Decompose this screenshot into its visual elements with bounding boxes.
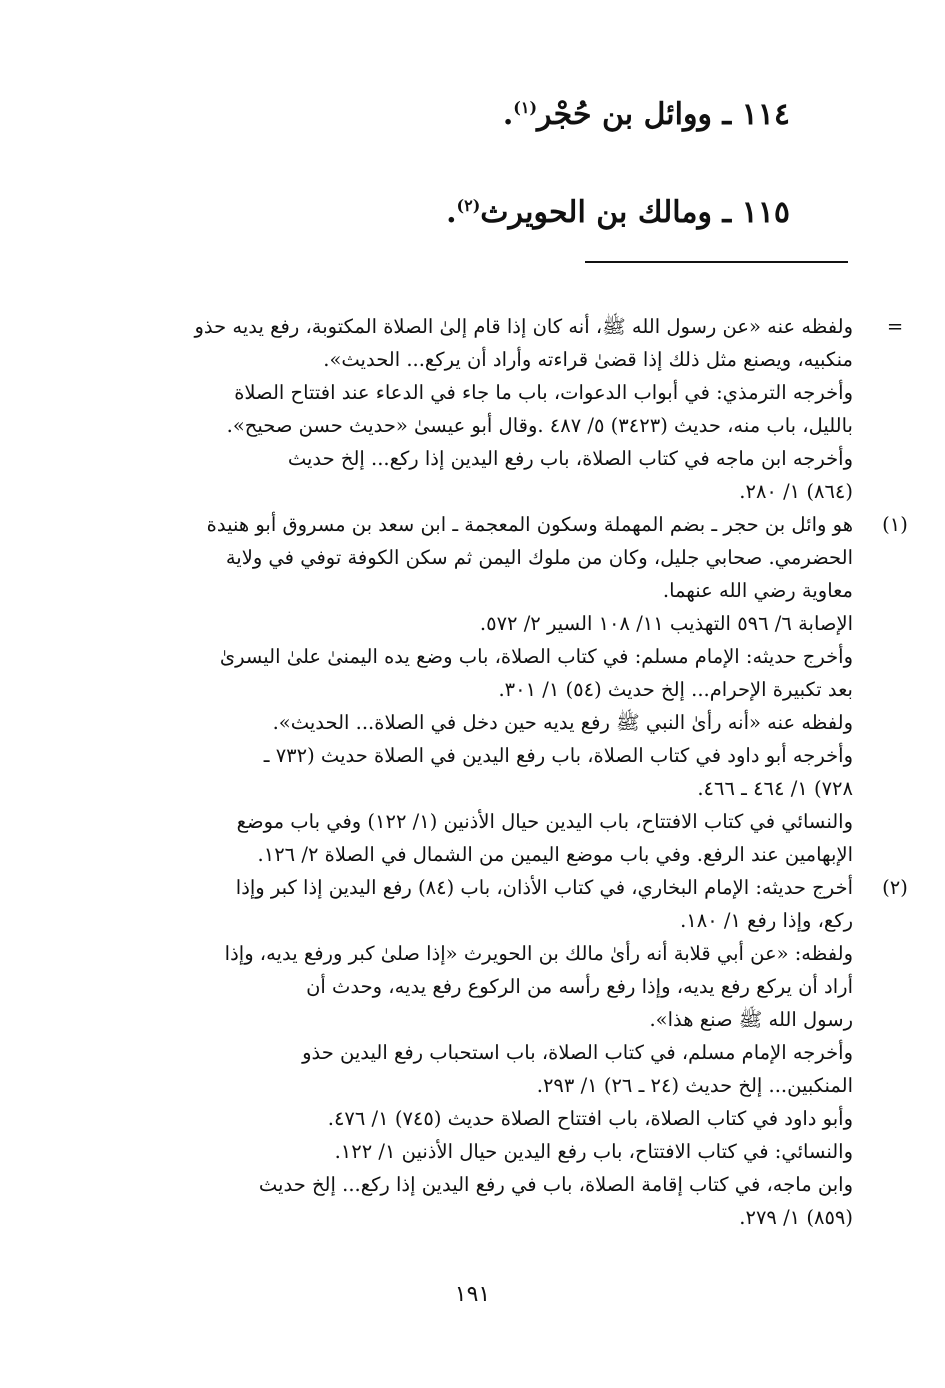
- entry-text: ١١٥ ـ ومالك بن الحويرث: [480, 195, 790, 230]
- footnote-line: وأخرجه الترمذي: في أبواب الدعوات، باب ما جاء في الدعاء عند افتتاح الصلاة: [234, 381, 853, 404]
- footnote-marker: (١): [882, 513, 908, 536]
- footnote-1: [102, 508, 908, 871]
- footnote-line: (٨٦٤) ١/ ٢٨٠.: [739, 480, 853, 503]
- footnote-line: أخرج حديثه: الإمام البخاري، في كتاب الأذان، باب (٨٤) رفع اليدين إذا كبر وإذا: [235, 876, 853, 899]
- footnote-line: ركع، وإذا رفع ١/ ١٨٠.: [680, 909, 853, 932]
- footnote-line: وأبو داود في كتاب الصلاة، باب افتتاح الصلاة حديث (٧٤٥) ١/ ٤٧٦.: [327, 1107, 853, 1130]
- footnote-line: بالليل، باب منه، حديث (٣٤٢٣) ٥/ ٤٨٧ .وقال أبو عيسىٰ «حديث حسن صحيح».: [226, 414, 853, 437]
- continuation-marker: =: [886, 315, 904, 338]
- page-number: ١٩١: [454, 1282, 491, 1307]
- footnote-line: معاوية رضي الله عنهما.: [662, 579, 853, 602]
- footnote-ref: (٢): [456, 196, 481, 215]
- footnotes: [102, 310, 908, 1234]
- footnote-line: أراد أن يركع رفع يديه، وإذا رفع رأسه من الركوع رفع يديه، وحدث أن: [306, 975, 853, 998]
- footnote-line: ولفظه: «عن أبي قلابة أنه رأىٰ مالك بن الحويرث «إذا صلىٰ كبر ورفع يديه، وإذا: [224, 942, 853, 965]
- footnote-line: بعد تكبيرة الإحرام... إلخ حديث (٥٤) ١/ ٣٠١.: [498, 678, 853, 701]
- footnote-line: الحضرمي. صحابي جليل، وكان من ملوك اليمن ثم سكن الكوفة توفي في ولاية: [225, 546, 853, 569]
- footnote-line: الإصابة ٦/ ٥٩٦ التهذيب ١١/ ١٠٨ السير ٢/ ٥٧٢.: [479, 612, 853, 635]
- footnote-line: وأخرجه ابن ماجه في كتاب الصلاة، باب رفع اليدين إذا ركع... إلخ حديث: [287, 447, 853, 470]
- footnote-line: وأخرجه أبو داود في كتاب الصلاة، باب رفع اليدين في الصلاة حديث (٧٣٢ ـ: [263, 744, 853, 767]
- entry-115: [446, 186, 790, 233]
- footnote-2: [102, 871, 908, 1234]
- footnote-line: منكبيه، ويصنع مثل ذلك إذا قضىٰ قراءته وأراد أن يركع... الحديث».: [323, 348, 853, 371]
- footnote-line: هو وائل بن حجر ـ بضم المهملة وسكون المعجمة ـ ابن سعد بن مسروق أبو هنيدة: [206, 513, 853, 536]
- entry-end: .: [502, 97, 514, 132]
- footnote-ref: (١): [513, 98, 538, 117]
- entry-114: [503, 88, 790, 135]
- footnote-line: والنسائي في كتاب الافتتاح، باب اليدين حيال الأذنين (١/ ١٢٢) وفي باب موضع: [236, 810, 853, 833]
- footnote-line: ولفظه عنه «عن رسول الله ﷺ، أنه كان إذا قام إلىٰ الصلاة المكتوبة، رفع يديه حذو: [194, 315, 853, 338]
- footnote-line: ولفظه عنه «أنه رأىٰ النبي ﷺ رفع يديه حين دخل في الصلاة... الحديث».: [272, 711, 853, 734]
- footnote-line: الإبهامين عند الرفع. وفي باب موضع اليمين من الشمال في الصلاة ٢/ ١٢٦.: [257, 843, 853, 866]
- footnote-line: رسول الله ﷺ صنع هذا».: [649, 1008, 853, 1031]
- footnote-line: وابن ماجه، في كتاب إقامة الصلاة، باب في رفع اليدين إذا ركع... إلخ حديث: [258, 1173, 853, 1196]
- continued-footnote: [102, 310, 904, 508]
- footnote-line: (٨٥٩) ١/ ٢٧٩.: [739, 1206, 853, 1229]
- entry-text: ١١٤ ـ ووائل بن حُجْر: [537, 97, 790, 132]
- footnote-line: وأخرجه الإمام مسلم، في كتاب الصلاة، باب استحباب رفع اليدين حذو: [302, 1041, 853, 1064]
- footnote-line: وأخرج حديثه: الإمام مسلم: في كتاب الصلاة، باب وضع يده اليمنىٰ علىٰ اليسرىٰ: [219, 645, 853, 668]
- footnote-line: المنكبين... إلخ حديث (٢٤ ـ ٢٦) ١/ ٢٩٣.: [536, 1074, 853, 1097]
- footnote-separator: [585, 261, 848, 263]
- footnote-line: ٧٢٨) ١/ ٤٦٤ ـ ٤٦٦.: [697, 777, 853, 800]
- footnote-marker: (٢): [882, 876, 908, 899]
- entry-end: .: [446, 195, 457, 230]
- footnote-line: والنسائي: في كتاب الافتتاح، باب رفع اليدين حيال الأذنين ١/ ١٢٢.: [334, 1140, 853, 1163]
